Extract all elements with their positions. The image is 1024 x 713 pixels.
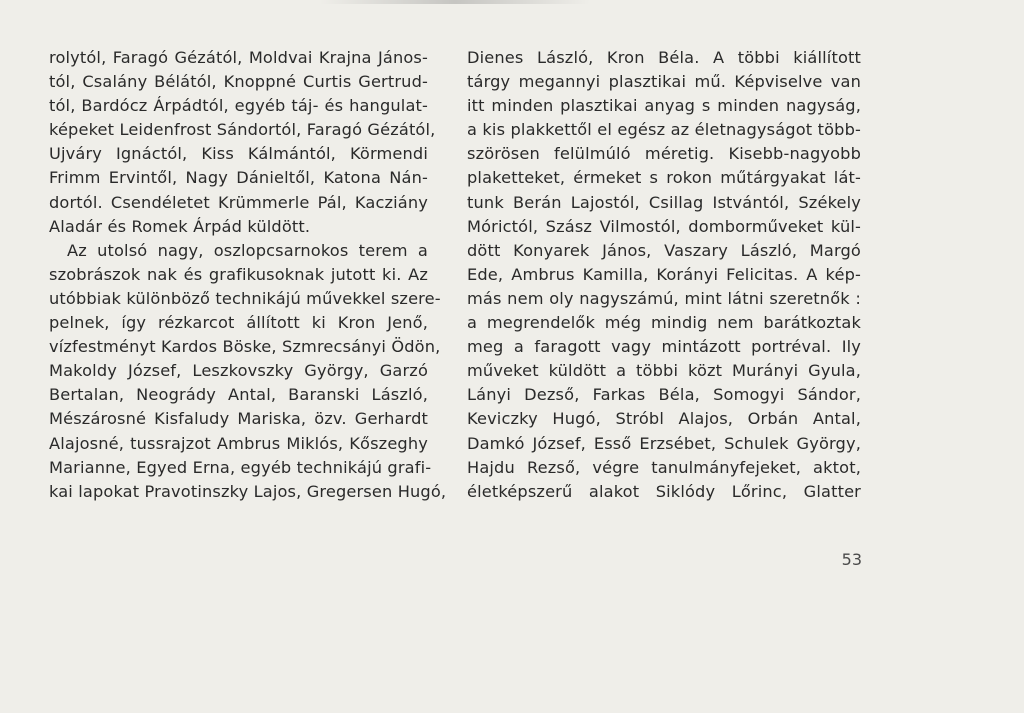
text-line: Mészárosné Kisfaludy Mariska, özv. Gerhardt [49, 409, 428, 429]
text-line: Dienes László, Kron Béla. A többi kiállított [467, 48, 861, 67]
text-line: Bertalan, Neogrády Antal, Baranski László, [49, 385, 428, 405]
text-line: Ujváry Ignáctól, Kiss Kálmántól, Körmendi [49, 144, 428, 164]
text-line: utóbbiak különböző technikájú művekkel szere- [49, 288, 441, 308]
text-line: más nem oly nagyszámú, mint látni szeretnők : [467, 288, 861, 308]
text-line: meg a faragott vagy mintázott portréval. Ily [467, 337, 861, 357]
text-line: a megrendelők még mindig nem barátkoztak [467, 313, 861, 333]
text-line: plaketteket, érmeket s rokon műtárgyakat lát- [467, 168, 861, 188]
text-line: életképszerű alakot Siklódy Lőrinc, Glatter [467, 481, 861, 501]
text-line: Lányi Dezső, Farkas Béla, Somogyi Sándor, [467, 385, 861, 405]
text-line: Makoldy József, Leszkovszky György, Garzó [49, 361, 428, 381]
text-line: műveket küldött a többi közt Murányi Gyula, [467, 361, 861, 381]
text-line: dortól. Csendéletet Krümmerle Pál, Kacziány [49, 192, 428, 212]
left-text-column [49, 46, 447, 504]
text-line: Hajdu Rezső, végre tanulmányfejeket, aktot, [467, 457, 861, 477]
right-text-column [467, 46, 861, 504]
text-line: Keviczky Hugó, Stróbl Alajos, Orbán Antal, [467, 409, 861, 429]
text-line: szobrászok nak és grafikusoknak jutott ki. Az [49, 264, 428, 284]
text-line: Az utolsó nagy, oszlopcsarnokos terem a [67, 240, 428, 260]
text-line: Ede, Ambrus Kamilla, Korányi Felicitas. A kép- [467, 264, 861, 284]
text-line: szörösen felülmúló méretig. Kisebb-nagyobb [467, 144, 861, 164]
text-line: képeket Leidenfrost Sándortól, Faragó Gézától, [49, 120, 436, 140]
text-line: Marianne, Egyed Erna, egyéb technikájú grafi- [49, 457, 432, 477]
text-line: Frimm Ervintől, Nagy Dánieltől, Katona Nán- [49, 168, 428, 188]
text-line: a kis plakkettől el egész az életnagyságot több- [467, 120, 861, 140]
text-line: Aladár és Romek Árpád küldött. [49, 216, 311, 236]
text-line: itt minden plasztikai anyag s minden nagyság, [467, 96, 861, 116]
scan-edge-artifact [320, 0, 590, 4]
text-line: tól, Csalány Bélától, Knoppné Curtis Gertrud- [49, 72, 428, 92]
text-line: tól, Bardócz Árpádtól, egyéb táj- és hangulat- [49, 96, 428, 116]
text-line: kai lapokat Pravotinszky Lajos, Gregersen Hugó, [49, 481, 447, 501]
text-line: pelnek, így rézkarcot állított ki Kron Jenő, [49, 313, 428, 333]
text-line: Mórictól, Szász Vilmostól, domborműveket kül- [467, 216, 861, 236]
text-line: tárgy megannyi plasztikai mű. Képviselve van [467, 72, 861, 92]
text-line: Alajosné, tussrajzot Ambrus Miklós, Kőszeghy [49, 433, 428, 453]
text-line: rolytól, Faragó Gézától, Moldvai Krajna János- [49, 48, 428, 67]
text-line: vízfestményt Kardos Böske, Szmrecsányi Ödön, [49, 337, 441, 357]
text-line: tunk Berán Lajostól, Csillag Istvántól, Székely [467, 192, 861, 212]
page-number: 53 [841, 550, 862, 569]
text-line: Damkó József, Esső Erzsébet, Schulek György, [467, 433, 861, 453]
text-line: dött Konyarek János, Vaszary László, Margó [467, 240, 861, 260]
